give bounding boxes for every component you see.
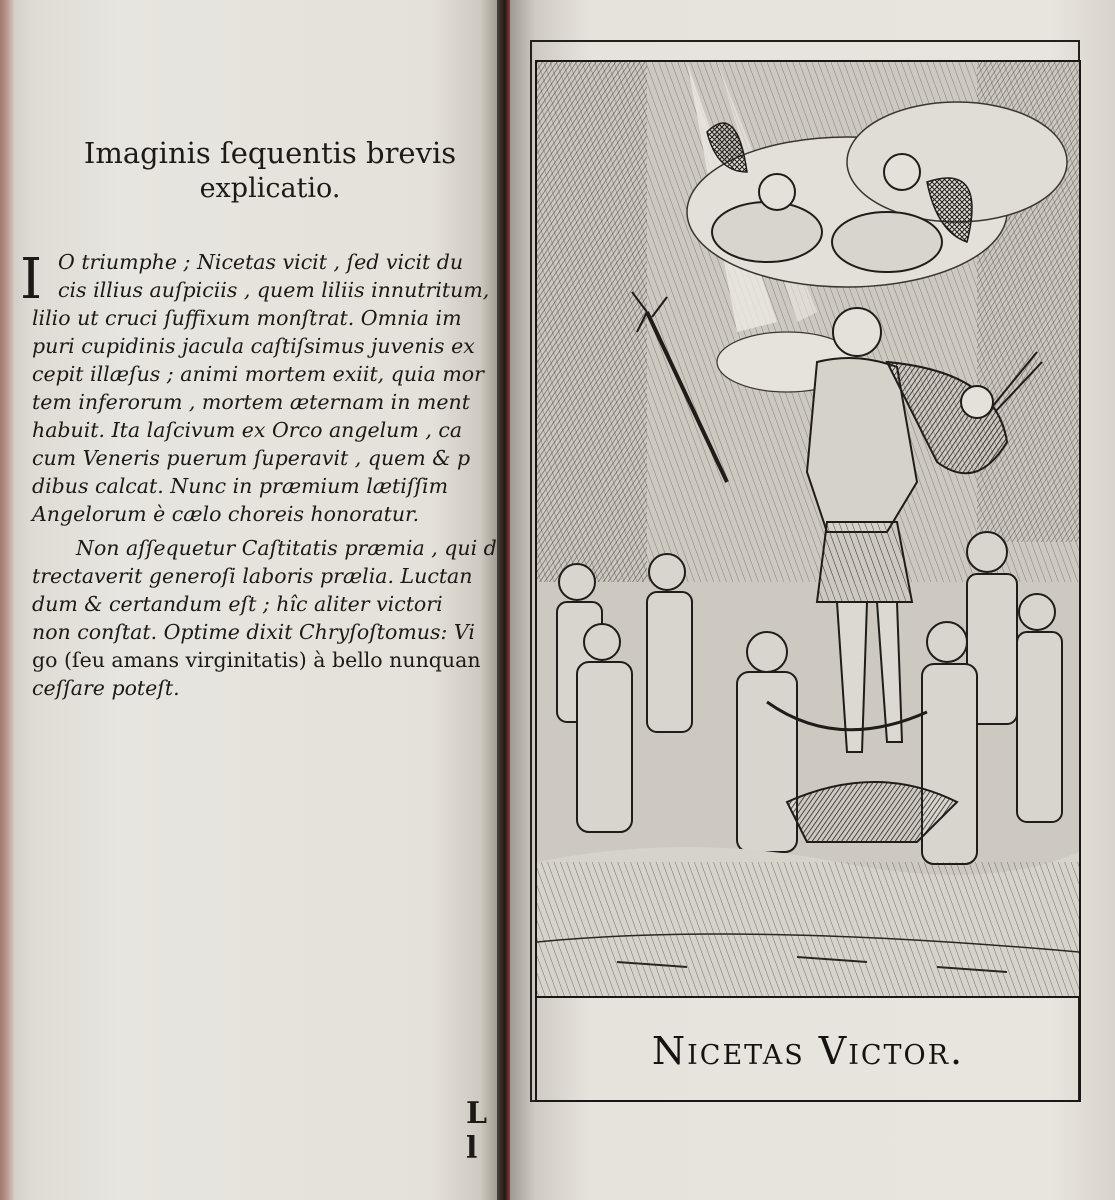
text-line: Angelorum è cælo choreis honoratur. [32,502,420,526]
text-line: O triumphe ; Nicetas vicit , ſed vicit du [58,250,464,274]
text-line: dibus calcat. Nunc in præmium lætiſſim [32,474,449,498]
heading-line-1: Imaginis ſequentis brevis [83,136,457,170]
left-page [0,0,505,1200]
text-line: cum Veneris puerum ſuperavit , quem & p [32,446,471,470]
text-line: non conſtat. Optime dixit Chryſoſtomus: Vi [32,620,475,644]
text-line: lilio ut cruci ſuffixum monſtrat. Omnia im [32,306,462,330]
text-line: go (ſeu amans virginitatis) à bello nunquan [32,648,481,672]
engraving-image [537,62,1079,996]
text-line: dum & certandum eſt ; hîc aliter victori [32,592,443,616]
caption-box [535,998,1081,1102]
text-line: tem inferorum , mortem æternam in ment [32,390,470,414]
drop-cap: I [20,247,43,312]
text-line: habuit. Ita laſcivum ex Orco angelum , ca [32,418,463,442]
engraving-illustration [535,60,1081,998]
signature-mark: L l [466,1096,489,1166]
text-line: cepit illæſus ; animi mortem exiit, quia mor [32,362,484,386]
text-line: puri cupidinis jacula caſtiſsimus juvenis ex [32,334,475,358]
text-line: ceſſare poteſt. [32,676,180,700]
plate-caption: Nicetas Victor. [651,1029,965,1073]
paragraph-1 [20,247,505,528]
page-edge [0,0,14,1200]
paragraph-2 [32,534,505,702]
heading-line-2: explicatio. [199,173,341,204]
page-heading [60,135,480,207]
text-line: cis illius auſpiciis , quem liliis innutritum, [58,278,490,302]
text-line: Non aſſequetur Caſtitatis præmia , qui d [76,536,497,560]
body-text [20,247,505,702]
text-line: trectaverit generoſi laboris prælia. Luctan [32,564,473,588]
